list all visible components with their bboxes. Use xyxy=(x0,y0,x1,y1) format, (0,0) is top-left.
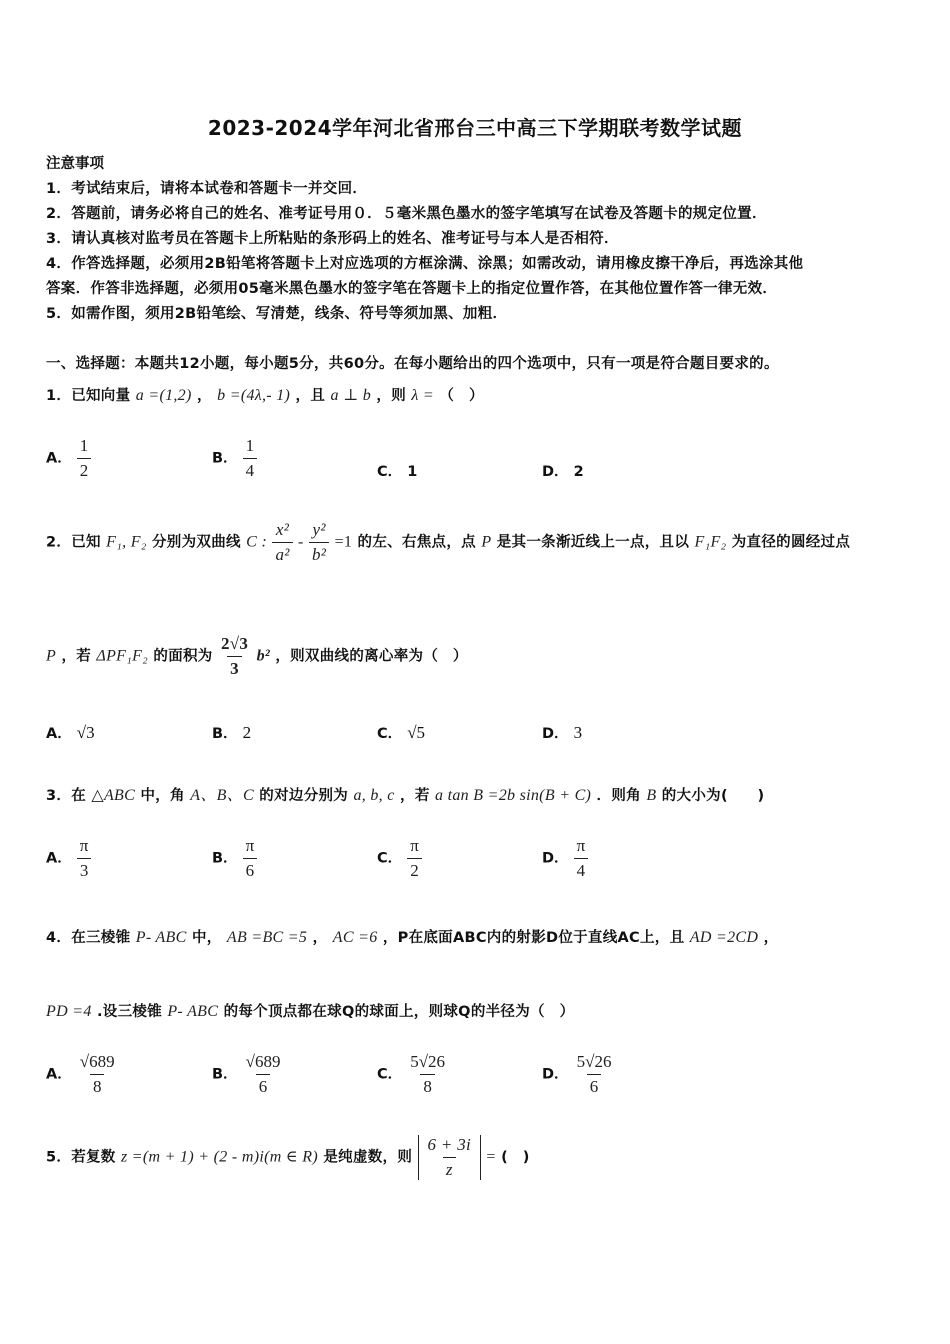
q1-option-a xyxy=(46,436,91,481)
option-value: 1 xyxy=(407,464,418,480)
q3-option-d xyxy=(542,836,588,881)
q4-text: 4．在三棱锥 xyxy=(46,930,131,946)
q1-vector-b: b =(4λ,- 1) xyxy=(217,387,291,404)
option-fraction xyxy=(574,836,589,881)
notice-item: 2．答题前，请务必将自己的姓名、准考证号用０．５毫米黑色墨水的签字笔填写在试卷及答题卡的规定位置． xyxy=(46,206,767,222)
section-header: 一、选择题：本题共12小题，每小题5分，共60分。在每小题给出的四个选项中，只有一项是符合题目要求的。 xyxy=(46,356,779,372)
denominator: 4 xyxy=(574,858,589,881)
q4-text: 的每个顶点都在球Q的球面上，则球Q的半径为（ ） xyxy=(223,1004,575,1020)
q1-option-d xyxy=(542,460,584,481)
option-value: 3 xyxy=(573,723,583,742)
option-value: 2 xyxy=(573,464,584,480)
q3-option-c xyxy=(377,836,422,881)
q1-text: 1．已知向量 xyxy=(46,388,131,404)
notice-item: 答案．作答非选择题，必须用05毫米黑色墨水的签字笔在答题卡上的指定位置作答，在其他位置作答一律无效． xyxy=(46,281,778,297)
denominator: 3 xyxy=(77,858,92,881)
q2-fraction-x xyxy=(272,520,292,565)
q2-point: P xyxy=(481,533,492,551)
denominator: 8 xyxy=(90,1074,105,1097)
option-label: C． xyxy=(377,726,403,742)
q5-abs-value xyxy=(418,1135,482,1180)
numerator: 1 xyxy=(245,436,255,455)
q2-curve-label: C : xyxy=(246,533,268,551)
q1-lambda: λ = xyxy=(411,387,434,404)
denominator: a² xyxy=(272,542,292,565)
option-fraction xyxy=(243,1052,284,1097)
q3-text: 的对边分别为 xyxy=(259,788,349,804)
q3-triangle: △ABC xyxy=(91,787,136,804)
q4-option-a xyxy=(46,1052,118,1097)
numerator: 5√26 xyxy=(576,1052,612,1071)
numerator: π xyxy=(79,836,89,855)
option-label: C． xyxy=(377,464,403,480)
q1-option-c xyxy=(377,460,417,481)
option-fraction xyxy=(243,836,258,881)
q2-text: 的面积为 xyxy=(153,648,213,665)
option-fraction xyxy=(77,436,92,481)
numerator: y² xyxy=(312,520,326,539)
question-5 xyxy=(46,1135,530,1180)
q2-option-a xyxy=(46,722,95,743)
q2-text: ，若 xyxy=(61,648,92,665)
numerator: 2√3 xyxy=(220,634,249,653)
q5-text: ( ) xyxy=(501,1149,530,1166)
q3-sides: a, b, c xyxy=(353,787,395,804)
numerator: √689 xyxy=(79,1052,115,1071)
q3-text: ，若 xyxy=(400,788,430,804)
option-fraction xyxy=(407,836,422,881)
q1-text: （ ） xyxy=(439,388,484,404)
option-fraction xyxy=(77,1052,118,1097)
q2-text: ，则双曲线的离心率为（ ） xyxy=(275,648,468,665)
notice-item: 5．如需作图，须用2B铅笔绘、写清楚，线条、符号等须加黑、加粗． xyxy=(46,306,508,322)
q5-fraction xyxy=(425,1135,475,1180)
q2-triangle: ΔPF₁F₂ xyxy=(96,647,149,665)
q1-text: ， xyxy=(196,388,212,404)
q2-text: 分别为双曲线 xyxy=(152,534,241,551)
q2-option-c xyxy=(377,722,425,743)
q3-angles: A、B、C xyxy=(190,787,254,804)
q2-point: P xyxy=(46,647,57,665)
numerator: π xyxy=(410,836,419,855)
q3-option-b xyxy=(212,836,257,881)
notice-item: 4．作答选择题，必须用2B铅笔将答题卡上对应选项的方框涂满、涂黑；如需改动，请用橡皮擦干净后，再选涂其他 xyxy=(46,256,804,272)
numerator: 5√26 xyxy=(410,1052,446,1071)
option-label: D． xyxy=(542,726,569,742)
q3-option-a xyxy=(46,836,91,881)
q3-angle-b: B xyxy=(646,787,657,804)
q3-text: 的大小为( ) xyxy=(661,788,765,804)
denominator: 6 xyxy=(243,858,258,881)
q4-text: ，P在底面ABC内的射影D位于直线AC上，且 xyxy=(382,930,685,946)
numerator: π xyxy=(245,836,255,855)
q4-equation: AB =BC =5 xyxy=(226,929,308,946)
numerator: 1 xyxy=(79,436,89,455)
q5-equals: = xyxy=(486,1148,496,1166)
question-2-cont xyxy=(46,634,468,679)
denominator: 8 xyxy=(420,1074,435,1097)
q2-text: 的左、右焦点，点 xyxy=(357,534,476,551)
option-label: D． xyxy=(542,464,569,480)
q1-perp: a ⊥ b xyxy=(330,387,372,404)
q2-option-d xyxy=(542,722,582,743)
q1-text: ，且 xyxy=(295,388,326,404)
q5-complex-number: z =(m + 1) + (2 - m)i(m ∈ R) xyxy=(120,1148,318,1166)
notice-item: 1．考试结束后，请将本试卷和答题卡一并交回． xyxy=(46,181,368,197)
q4-option-b xyxy=(212,1052,283,1097)
q2-foci: F₁, F₂ xyxy=(106,533,147,551)
q2-area-b: b² xyxy=(256,647,270,665)
denominator: 6 xyxy=(256,1074,271,1097)
option-label: A． xyxy=(46,726,72,742)
option-label: B． xyxy=(212,450,238,467)
q1-option-b xyxy=(212,436,257,481)
option-label: B． xyxy=(212,1066,238,1083)
q3-text: 中，角 xyxy=(140,788,185,804)
q2-minus: - xyxy=(298,533,304,551)
denominator: 6 xyxy=(587,1074,602,1097)
q2-text: 2．已知 xyxy=(46,534,101,551)
q4-option-c xyxy=(377,1052,448,1097)
denominator: 2 xyxy=(77,458,92,481)
numerator: 6 + 3i xyxy=(427,1135,472,1154)
option-label: A． xyxy=(46,450,72,467)
option-label: B． xyxy=(212,726,238,742)
q2-area-fraction xyxy=(218,634,251,679)
q4-equation: PD =4 xyxy=(46,1003,92,1020)
q4-pyramid: P- ABC xyxy=(135,929,187,946)
question-2 xyxy=(46,520,850,565)
q4-text: .设三棱锥 xyxy=(96,1004,162,1020)
option-label: A． xyxy=(46,850,72,867)
q2-fraction-y xyxy=(309,520,329,565)
option-value: √3 xyxy=(76,723,95,742)
q4-equation: AC =6 xyxy=(332,929,378,946)
option-fraction xyxy=(574,1052,615,1097)
option-label: D． xyxy=(542,850,569,867)
option-fraction xyxy=(243,436,258,481)
q1-vector-a: a =(1,2) xyxy=(135,387,192,404)
notice-heading: 注意事项 xyxy=(46,156,104,172)
q4-equation: AD =2CD xyxy=(689,929,759,946)
question-3 xyxy=(46,782,764,805)
q4-option-d xyxy=(542,1052,614,1097)
numerator: √689 xyxy=(245,1052,281,1071)
q3-text: ．则角 xyxy=(596,788,641,804)
option-label: C． xyxy=(377,850,403,867)
q5-text: 是纯虚数，则 xyxy=(323,1149,413,1166)
q4-text: ， xyxy=(312,930,328,946)
q4-text: 中， xyxy=(191,930,222,946)
q5-text: 5．若复数 xyxy=(46,1149,116,1166)
question-1 xyxy=(46,384,484,405)
q1-text: ，则 xyxy=(376,388,406,404)
denominator: b² xyxy=(309,542,329,565)
option-label: B． xyxy=(212,850,238,867)
option-label: D． xyxy=(542,1066,569,1083)
denominator: z xyxy=(443,1157,456,1180)
question-4 xyxy=(46,926,778,947)
q2-segment: F₁F₂ xyxy=(694,533,727,551)
numerator: x² xyxy=(275,520,290,539)
option-value: 2 xyxy=(242,723,252,742)
q3-text: 3．在 xyxy=(46,788,86,804)
q2-text: 是其一条渐近线上一点，且以 xyxy=(496,534,690,551)
question-4-cont xyxy=(46,1000,574,1021)
option-value: √5 xyxy=(407,723,426,742)
option-label: C． xyxy=(377,1066,403,1083)
option-fraction xyxy=(407,1052,448,1097)
denominator: 4 xyxy=(243,458,258,481)
q2-option-b xyxy=(212,722,251,743)
q4-text: ， xyxy=(763,930,779,946)
q4-pyramid: P- ABC xyxy=(167,1003,219,1020)
q3-equation: a tan B =2b sin(B + C) xyxy=(435,787,592,804)
option-label: A． xyxy=(46,1066,72,1083)
denominator: 3 xyxy=(227,656,242,679)
page-title: 2023-2024学年河北省邢台三中高三下学期联考数学试题 xyxy=(207,116,743,140)
denominator: 2 xyxy=(407,858,422,881)
option-fraction xyxy=(77,836,92,881)
notice-item: 3．请认真核对监考员在答题卡上所粘贴的条形码上的姓名、准考证号与本人是否相符． xyxy=(46,231,619,247)
numerator: π xyxy=(576,836,586,855)
q2-equals: =1 xyxy=(334,533,353,551)
q2-text: 为直径的圆经过点 xyxy=(731,534,851,551)
